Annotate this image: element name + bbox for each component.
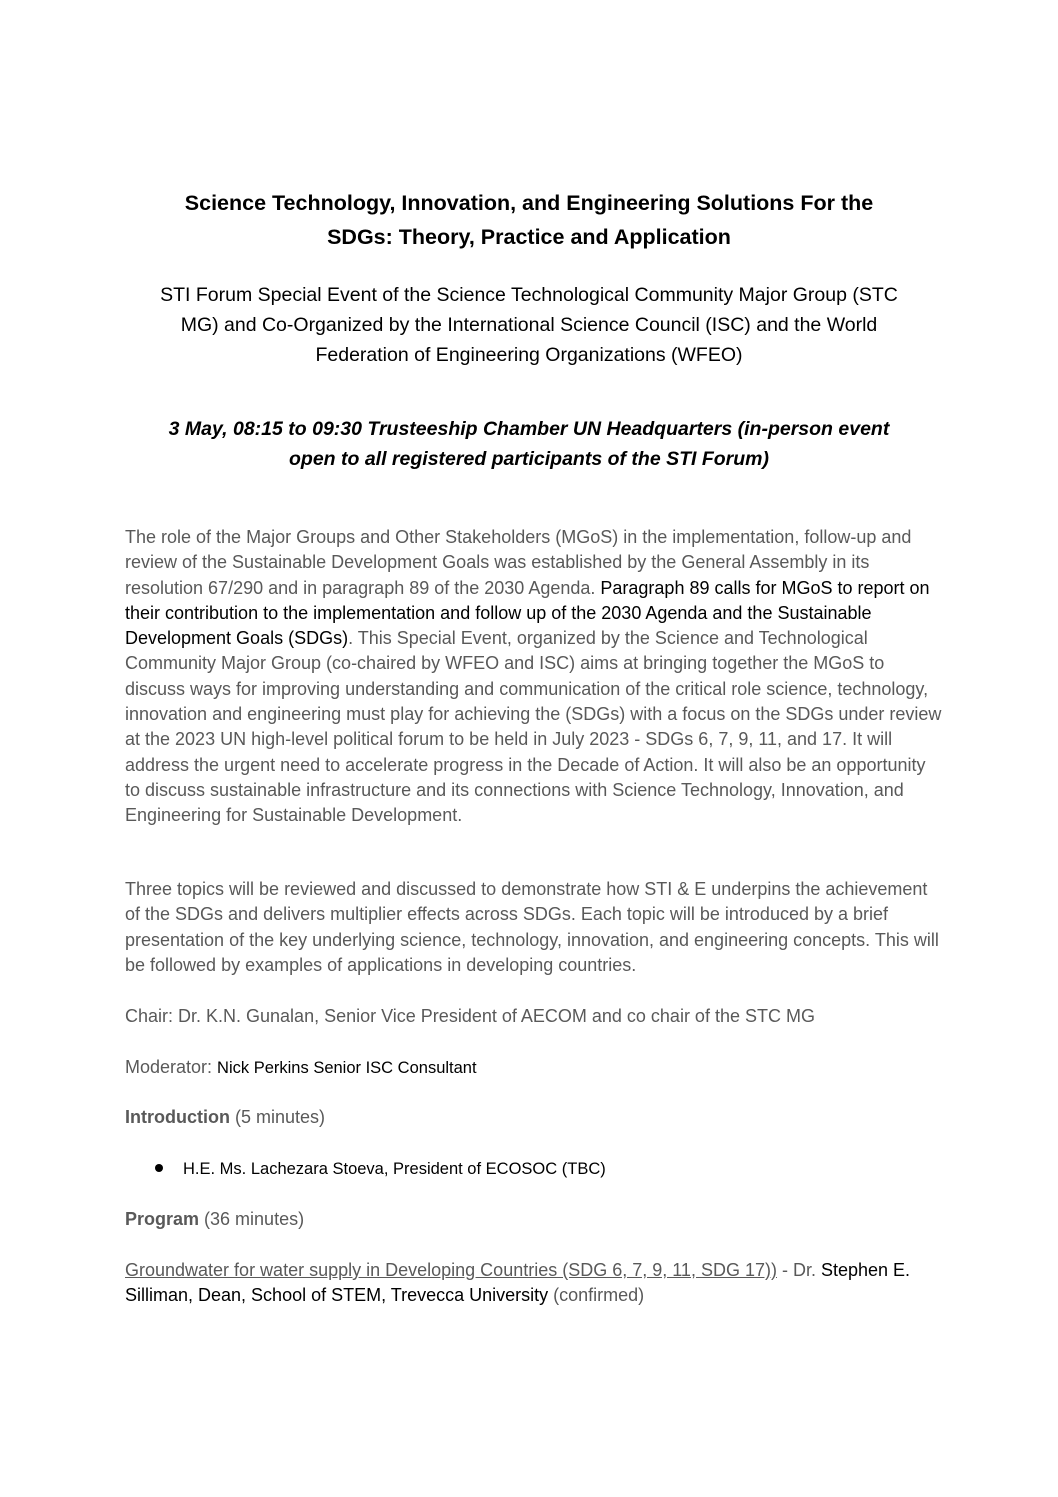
moderator-name: Nick Perkins Senior ISC Consultant bbox=[217, 1059, 477, 1077]
moderator-label: Moderator: bbox=[125, 1057, 218, 1077]
moderator-line bbox=[125, 1055, 477, 1081]
topic-1-speaker: Stephen E. Silliman, Dean, School of STEM, Trevecca University bbox=[125, 1260, 911, 1305]
title-line-1: Science Technology, Innovation, and Engineering Solutions For the bbox=[184, 191, 874, 215]
introduction-speaker-item bbox=[155, 1157, 606, 1182]
intro-paragraph-part-1: The role of the Major Groups and Other Stakeholders (MGoS) in the implementation, follow-up and review of the Sustainable Development Goals was established by the General Assembly in its resolution 67/290 and in paragraph 89 of the 2030 Agenda. bbox=[125, 527, 912, 598]
subtitle-line-1: STI Forum Special Event of the Science Technological Community Major Group (STC bbox=[160, 284, 898, 306]
title-line-2: SDGs: Theory, Practice and Application bbox=[327, 225, 731, 249]
intro-paragraph-highlight: Paragraph 89 calls for MGoS to report on their contribution to the implementation and follow up of the 2030 Agenda and the Sustainable Development Goals (SDGs) bbox=[125, 577, 930, 649]
program-label: Program bbox=[125, 1209, 200, 1229]
dateline-line-1: 3 May, 08:15 to 09:30 Trusteeship Chamber UN Headquarters (in-person event bbox=[168, 418, 890, 440]
bullet-icon bbox=[155, 1164, 163, 1172]
intro-paragraph-part-3: . This Special Event, organized by the Science and Technological Community Major Group (co-chaired by WFEO and ISC) aims at bringing together the MGoS to discuss ways for improving understanding and communication of the critical role science, technology, innovation and engineering must play for achieving the (SDGs) with a focus on the SDGs under review at the 2023 UN high-level political forum to be held in July 2023 - SDGs 6, 7, 9, 11, and 17. It will address the urgent need to accelerate progress in the Decade of Action. It will also be an opportunity to discuss sustainable infrastructure and its connections with Science Technology, Innovation, and Engineering for Sustainable Development. bbox=[125, 628, 942, 826]
topic-1-link[interactable]: Groundwater for water supply in Developing Countries (SDG 6, 7, 9, 11, SDG 17)) bbox=[125, 1260, 777, 1280]
subtitle-line-3: Federation of Engineering Organizations (WFEO) bbox=[315, 344, 743, 366]
page-title bbox=[110, 186, 948, 254]
introduction-speaker: H.E. Ms. Lachezara Stoeva, President of ECOSOC (TBC) bbox=[183, 1160, 606, 1178]
topics-paragraph: Three topics will be reviewed and discussed to demonstrate how STI & E underpins the achievement of the SDGs and delivers multiplier effects across SDGs. Each topic will be introduced by a brief presentation of the key underlying science, technology, innovation, and engineering concepts. This will be followed by examples of applications in developing countries. bbox=[125, 879, 939, 975]
topic-1-separator: - Dr. bbox=[776, 1260, 821, 1280]
dateline-line-2: open to all registered participants of the STI Forum) bbox=[289, 448, 769, 470]
introduction-label: Introduction bbox=[125, 1107, 230, 1127]
topic-1-item bbox=[125, 1258, 945, 1308]
intro-paragraph bbox=[125, 525, 945, 829]
program-duration: (36 minutes) bbox=[199, 1209, 305, 1229]
chair-line: Chair: Dr. K.N. Gunalan, Senior Vice President of AECOM and co chair of the STC MG bbox=[125, 1006, 815, 1026]
program-heading bbox=[125, 1207, 304, 1232]
event-dateline bbox=[110, 414, 948, 474]
introduction-duration: (5 minutes) bbox=[229, 1107, 326, 1127]
page-subtitle bbox=[110, 280, 948, 370]
topic-1-status: (confirmed) bbox=[548, 1285, 645, 1305]
introduction-heading bbox=[125, 1105, 325, 1130]
subtitle-line-2: MG) and Co-Organized by the International Science Council (ISC) and the World bbox=[180, 314, 878, 336]
